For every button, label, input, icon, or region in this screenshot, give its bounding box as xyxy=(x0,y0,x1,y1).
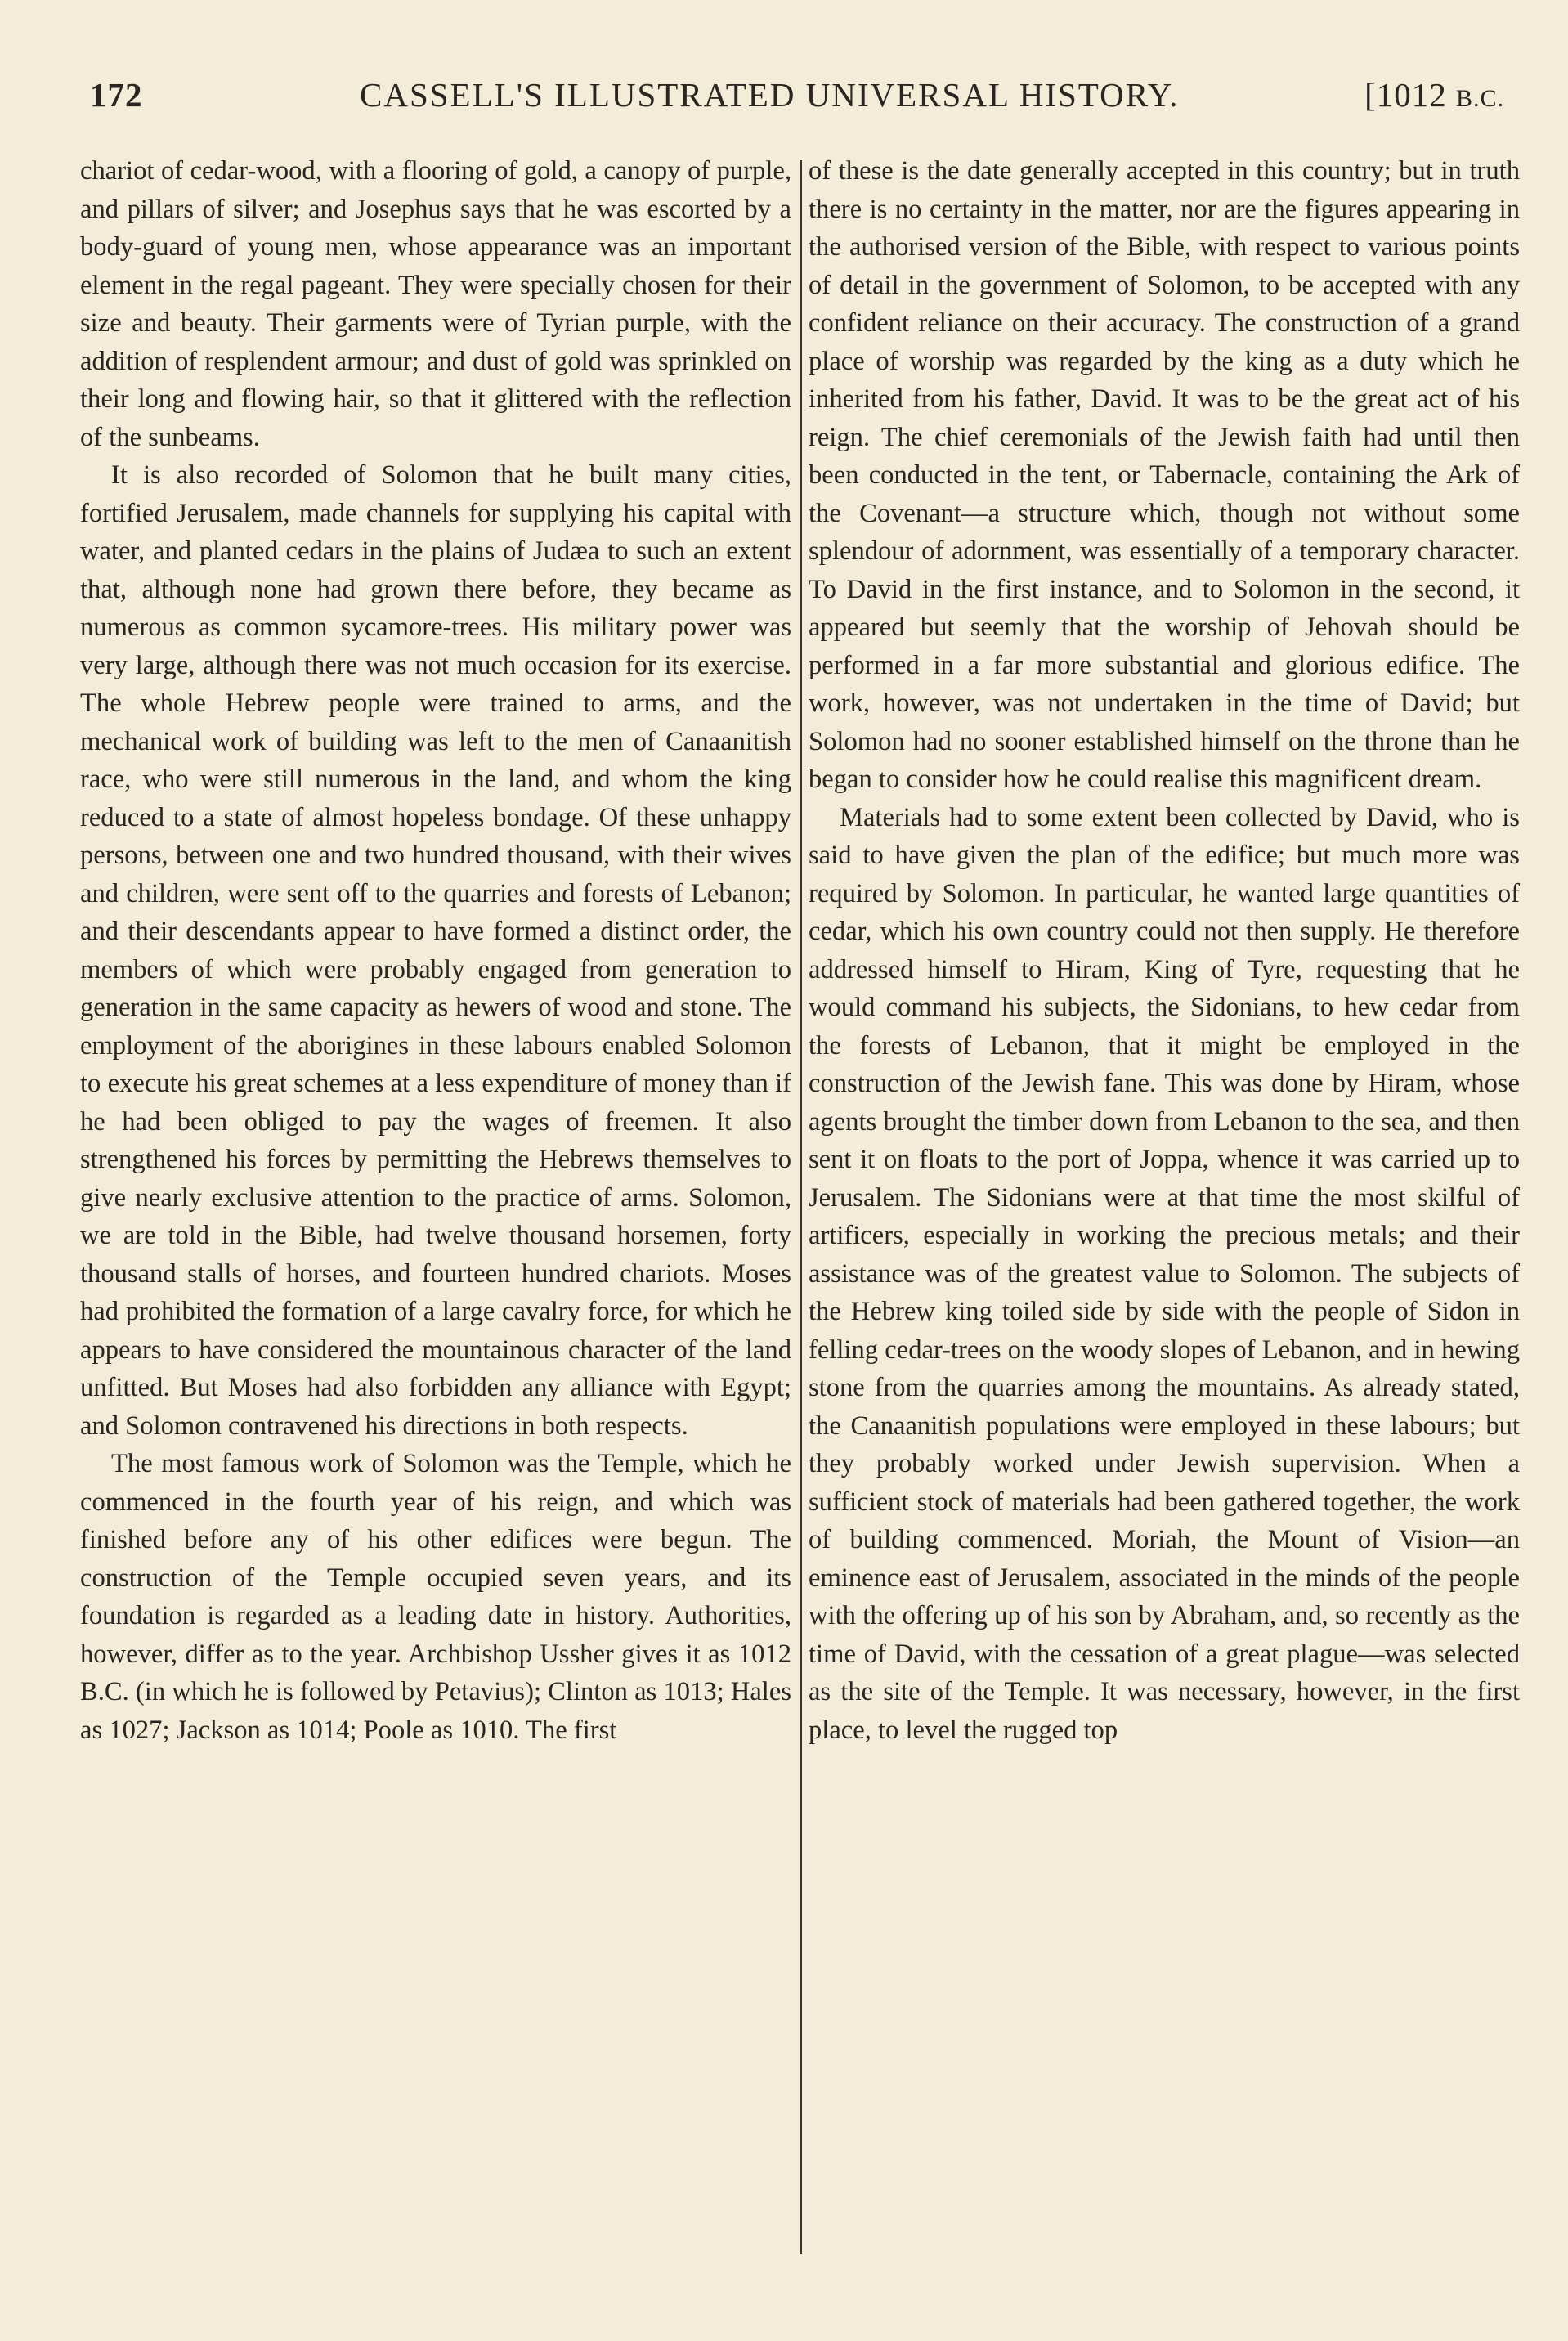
paragraph: of these is the date generally accepted in this country; but in truth there is no certainty in the matter, nor are the figures appearing in the authorised version of the Bible, with respect to various points of detail in the government of Solomon, to be accepted with any confident reliance on their accuracy. The construction of a grand place of worship was regarded by the king as a duty which he inherited from his father, David. It was to be the great act of his reign. The chief ceremonials of the Jewish faith had until then been conducted in the tent, or Tabernacle, containing the Ark of the Covenant—a structure which, though not without some splendour of adornment, was essentially of a temporary character. To David in the first instance, and to Solomon in the second, it appeared but seemly that the worship of Jehovah should be performed in a far more substantial and glorious edifice. The work, however, was not undertaken in the time of David; but Solomon had no sooner established himself on the throne than he began to consider how he could realise this magnificent dream. xyxy=(809,156,1520,794)
header-date-year: [1012 xyxy=(1364,76,1447,114)
header-date xyxy=(1364,75,1504,114)
running-header xyxy=(90,75,1504,124)
paragraph: chariot of cedar-wood, with a flooring of gold, a canopy of purple, and pillars of silver; and Josephus says that he was escorted by a body-guard of young men, whose appearance was an important element in the regal pageant. They were specially chosen for their size and beauty. Their garments were of Tyrian purple, with the addition of resplendent armour; and dust of gold was sprinkled on their long and flowing hair, so that it glittered with the reflection of the sunbeams. xyxy=(80,156,791,452)
paragraph: Materials had to some extent been collected by David, who is said to have given the plan of the edifice; but much more was required by Solomon. In particular, he wanted large quantities of cedar, which his own country could not then supply. He therefore addressed himself to Hiram, King of Tyre, requesting that he would command his subjects, the Sidonians, to hew cedar from the forests of Lebanon, that it might be employed in the construction of the Jewish fane. This was done by Hiram, whose agents brought the timber down from Lebanon to the sea, and then sent it on floats to the port of Joppa, whence it was carried up to Jerusalem. The Sidonians were at that time the most skilful of artificers, especially in working the precious metals; and their assistance was of the greatest value to Solomon. The subjects of the Hebrew king toiled side by side with the people of Sidon in felling cedar-trees on the woody slopes of Lebanon, and in hewing stone from the quarries among the mountains. As already stated, the Canaanitish populations were employed in these labours; but they probably worked under Jewish supervision. When a sufficient stock of materials had been gathered together, the work of building commenced. Moriah, the Mount of Vision—an eminence east of Jerusalem, associated in the minds of the people with the offering up of his son by Abraham, and, so recently as the time of David, with the cessation of a great plague—was selected as the site of the Temple. It was necessary, however, in the first place, to level the rugged top xyxy=(809,802,1520,1745)
page-number: 172 xyxy=(90,76,143,114)
paragraph: It is also recorded of Solomon that he built many cities, fortified Jerusalem, made channels for supplying his capital with water, and planted cedars in the plains of Judæa to such an extent that, although none had grown there before, they became as numerous as common sycamore-trees. His military power was very large, although there was not much occasion for its exercise. The whole Hebrew people were trained to arms, and the mechanical work of building was left to the men of Canaanitish race, who were still numerous in the land, and whom the king reduced to a state of almost hopeless bondage. Of these unhappy persons, between one and two hundred thousand, with their wives and children, were sent off to the quarries and forests of Lebanon; and their descendants appear to have formed a distinct order, the members of which were probably engaged from generation to generation in the same capacity as hewers of wood and stone. The employment of the aborigines in these labours enabled Solomon to execute his great schemes at a less expenditure of money than if he had been obliged to pay the wages of freemen. It also strengthened his forces by permitting the Hebrews themselves to give nearly exclusive attention to the practice of arms. Solomon, we are told in the Bible, had twelve thousand horsemen, forty thousand stalls of horses, and fourteen hundred chariots. Moses had prohibited the formation of a large cavalry force, for which he appears to have considered the mountainous character of the land unfitted. But Moses had also forbidden any alliance with Egypt; and Solomon contravened his directions in both respects. xyxy=(80,460,791,1441)
running-title: CASSELL'S ILLUSTRATED UNIVERSAL HISTORY. xyxy=(360,76,1180,114)
header-date-era: B.C. xyxy=(1455,85,1504,112)
right-column xyxy=(809,152,1520,2262)
paragraph: The most famous work of Solomon was the Temple, which he commenced in the fourth year of his reign, and which was finished before any of his other edifices were begun. The construction of the Temple occupied seven years, and its foundation is regarded as a leading date in history. Authorities, however, differ as to the year. Archbishop Ussher gives it as 1012 B.C. (in which he is followed by Petavius); Clinton as 1013; Hales as 1027; Jackson as 1014; Poole as 1010. The first xyxy=(80,1449,791,1745)
column-divider xyxy=(800,160,802,2254)
left-column xyxy=(80,152,791,2262)
